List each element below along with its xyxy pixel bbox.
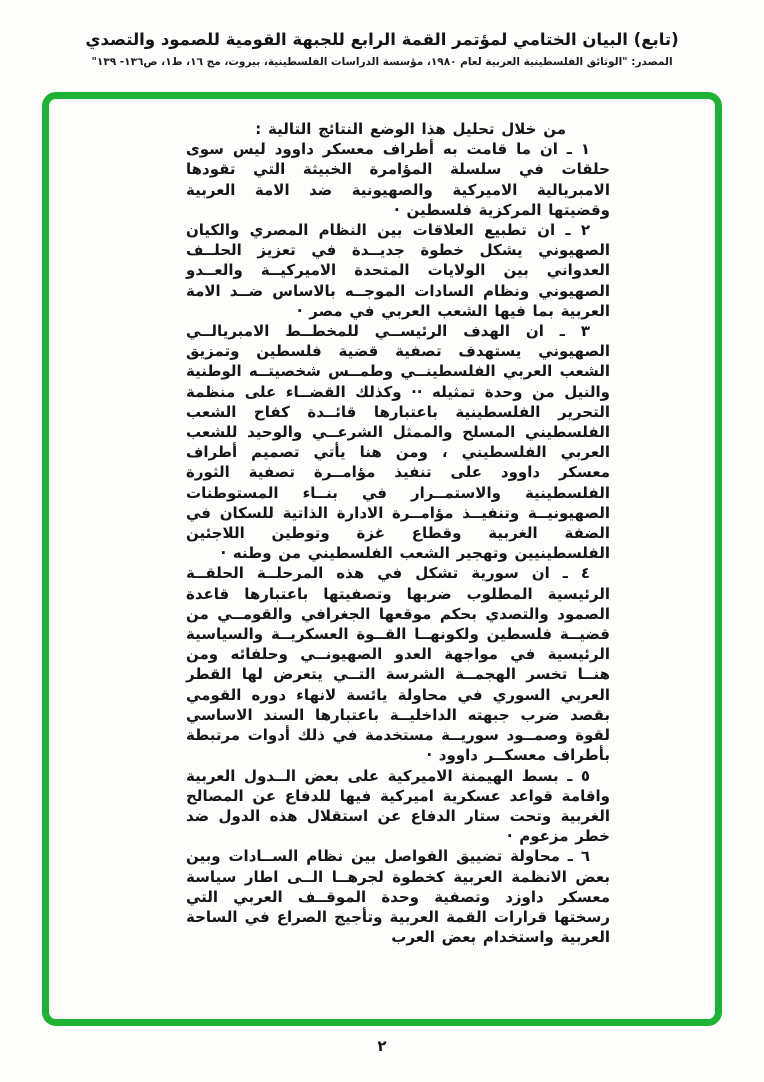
body-paragraph-5: ٥ ـ بسط الهيمنة الاميركية على بعض الــدول العربية واقامة قواعد عسكرية اميركية فيها للدفاع عن المصالح الغربية وتحت ستار الدفاع عن استقلال هذه الدول ضد خطر مزعوم · (186, 766, 610, 846)
body-paragraph-1: ١ ـ ان ما قامت به أطراف معسكر داوود ليس سوى حلقات في سلسلة المؤامرة الخبيثة التي تقودها الامبريالية الاميركية والصهيونية ضد الامة العربية وقضيتها المركزية فلسطين · (186, 140, 610, 219)
body-paragraph-6: ٦ ـ محاولة تضييق الفواصل بين نظام الســادات وبين بعض الانظمة العربية كخطوة لجرهــا الــى اطار سياسة معسكر داوزد وتصفية وحدة الموقــف العربي التي رسختها قرارات القمة العربية وتأجيج الصراع في الساحة العربية واستخدام بعض العرب (186, 847, 610, 947)
body-paragraph-3: ٣ ـ ان الهدف الرئيســي للمخطــط الامبريالــي الصهيوني يستهدف تصفية قضية فلسطين وتمزيق الشعب العربي الفلسطينــي وطمــس شخصيتــه الوطنية والنيل من وحدة تمثيله ·· وكذلك القضــاء على منظمة التحرير الفلسطينية باعتبارها قائــدة كفاح الشعب الفلسطيني المسلح والممثل الشرعــي والوحيد للشعب العربي الفلسطيني ، ومن هنا يأتي تصميم أطراف معسكر داوود على تنفيذ مؤامــرة تصفية الثورة الفلسطينية والاستمــرار في بنــاء المستوطنات الصهيونيــة وتنفيــذ مؤامــرة الادارة الذاتية للسكان في الضفة الغربية وقطاع غزة وتوطين اللاجئين الفلسطينيين وتهجير الشعب الفلسطيني من وطنه · (186, 322, 610, 563)
document-header (0, 30, 764, 68)
document-body-text (186, 119, 610, 947)
page-title: (تابع) البيان الختامي لمؤتمر القمة الرابع للجبهة القومية للصمود والتصدي (85, 30, 679, 49)
intro-line: من خلال تحليل هذا الوضع النتائج التالية : (255, 120, 566, 138)
page-number: ٢ (377, 1037, 387, 1055)
document-footer (0, 1036, 764, 1055)
source-citation-line: المصدر: "الوثائق الفلسطينية العربية لعام ١٩٨٠، مؤسسة الدراسات الفلسطينية، بيروت، مج ١٦، ط١، ص١٣٦- ١٣٩" (91, 56, 673, 68)
body-paragraph-2: ٢ ـ ان تطبيع العلاقات بين النظام المصري والكيان الصهيوني يشكل خطوة جديــدة في تعزيز الحلــف العدواني بين الولايات المتحدة الاميركيــة والعــدو الصهيوني ونظام السادات الموجــه بالاساس ضــد الامة العربية بما فيها الشعب العربي في مصر · (186, 221, 610, 320)
body-paragraph-4: ٤ ـ ان سورية تشكل في هذه المرحلــة الحلقــة الرئيسية المطلوب ضربها وتصفيتها باعتبارها قاعدة الصمود والتصدي بحكم موقعها الجغرافي والقومــي من قضيــة فلسطين ولكونهــا القــوة العسكريــة والسياسية الرئيسية في مواجهة العدو الصهيونــي وحلفائه ومن هنــا تخسر الهجمــة الشرسة التــي يتعرض لها القطر العربي السوري في محاولة يائسة لانهاء دوره القومي بقصد ضرب جبهته الداخليــة باعتبارها السند الاساسي لقوة وصمــود سوريــة مستخدمة في ذلك أدوات مرتبطة بأطراف معسكــر داوود · (186, 564, 610, 765)
